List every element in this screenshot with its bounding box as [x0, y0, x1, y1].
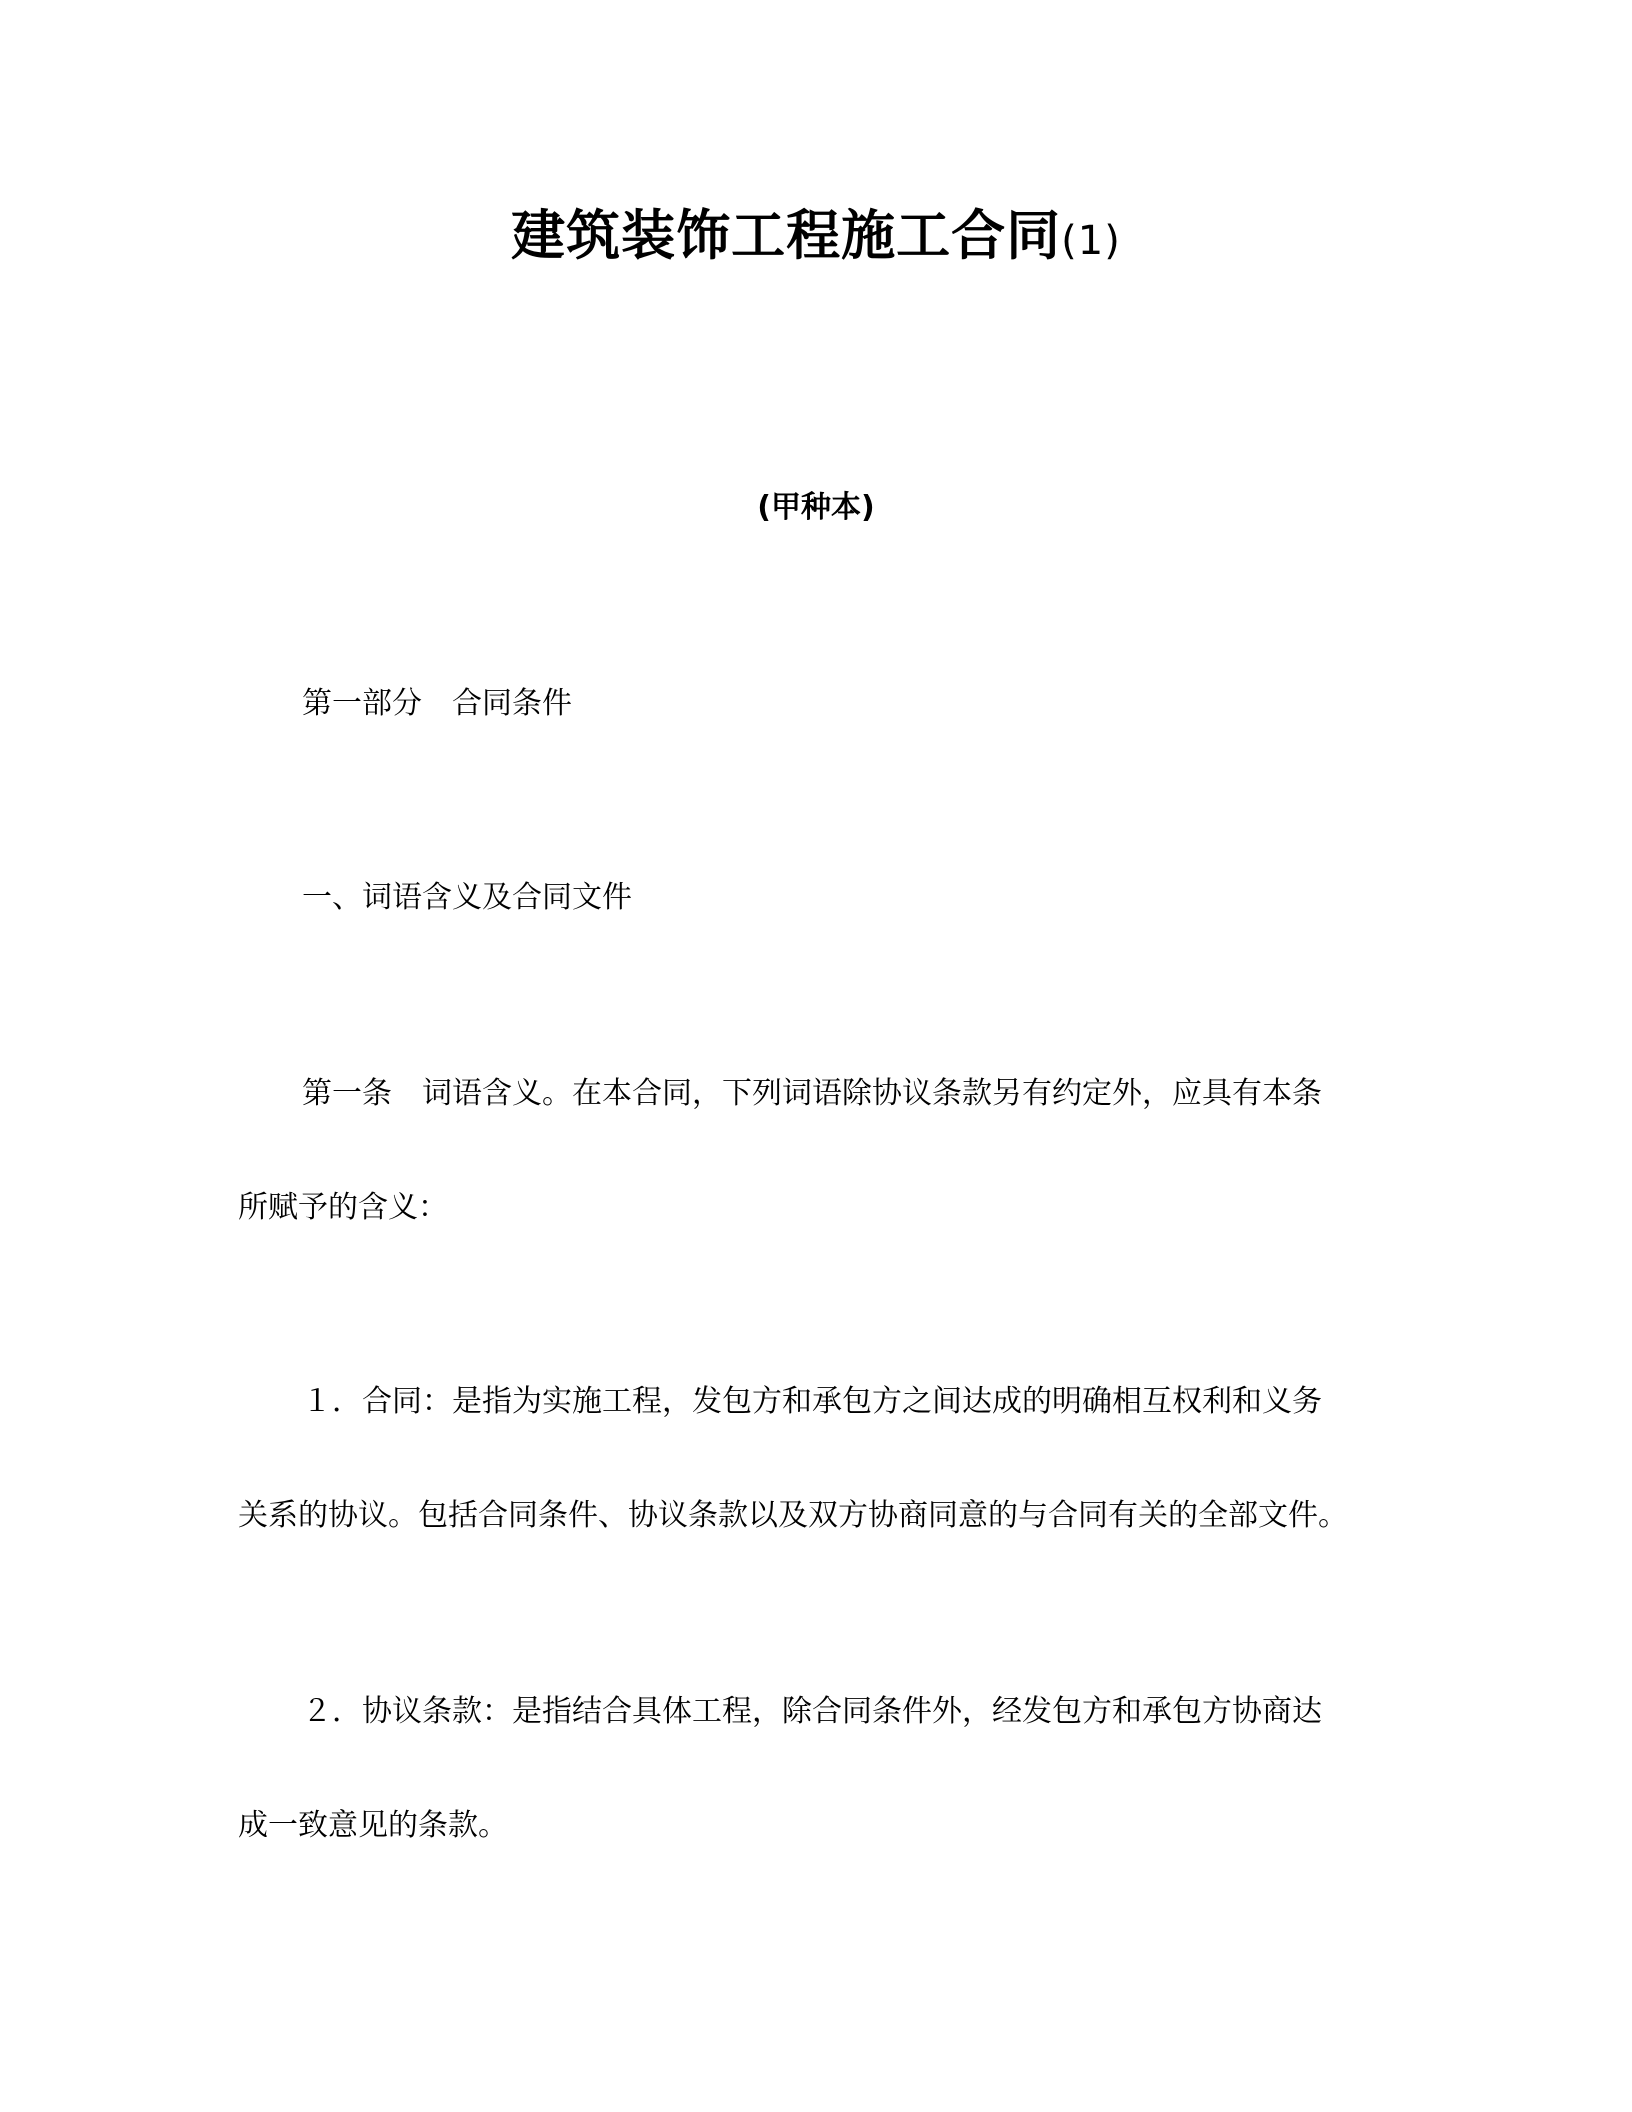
article1-line1: 第一条 词语含义。在本合同，下列词语除协议条款另有约定外，应具有本条 — [302, 1076, 1322, 1111]
item1-line1: １．合同：是指为实施工程，发包方和承包方之间达成的明确相互权利和义务 — [302, 1384, 1322, 1419]
document-title — [0, 196, 1632, 281]
item1-line2: 关系的协议。包括合同条件、协议条款以及双方协商同意的与合同有关的全部文件。 — [238, 1498, 1348, 1533]
title-number: (1) — [1061, 218, 1121, 264]
part-heading: 第一部分 合同条件 — [302, 686, 572, 721]
document-subtitle: (甲种本) — [757, 490, 875, 525]
section-heading: 一、词语含义及合同文件 — [302, 880, 632, 915]
item2-line2: 成一致意见的条款。 — [238, 1808, 508, 1843]
item2-line1: ２．协议条款：是指结合具体工程，除合同条件外，经发包方和承包方协商达 — [302, 1694, 1322, 1729]
title-text: 建筑装饰工程施工合同 — [511, 204, 1062, 267]
article1-line2: 所赋予的含义： — [238, 1190, 448, 1225]
